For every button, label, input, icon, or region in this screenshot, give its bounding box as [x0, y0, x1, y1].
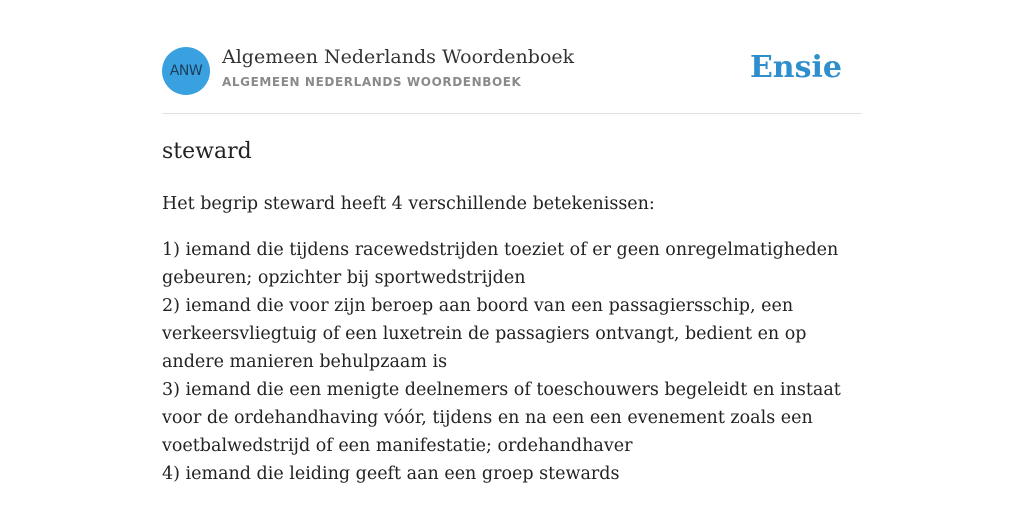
meaning-item: 3) iemand die een menigte deelnemers of toeschouwers begeleidt en instaat voor de ordehandhaving vóór, tijdens en na een een evenement zoals een voetbalwedstrijd of een manifestatie; ordehandhaver [162, 380, 841, 456]
source-subtitle: ALGEMEEN NEDERLANDS WOORDENBOEK [222, 75, 522, 89]
anw-logo[interactable] [162, 47, 210, 95]
meanings-list [162, 236, 874, 488]
entry-term: steward [162, 139, 252, 164]
logo-text: ANW [169, 63, 203, 79]
meaning-item: 4) iemand die leiding geeft aan een groep stewards [162, 464, 620, 484]
entry-content [162, 138, 874, 488]
source-title[interactable]: Algemeen Nederlands Woordenboek [222, 46, 575, 68]
meaning-item: 1) iemand die tijdens racewedstrijden toeziet of er geen onregelmatigheden gebeuren; opzichter bij sportwedstrijden [162, 240, 839, 288]
ensie-brand-logo[interactable]: Ensie [749, 50, 842, 85]
header [162, 40, 862, 114]
meaning-item: 2) iemand die voor zijn beroep aan boord van een passagiersschip, een verkeersvliegtuig of een luxetrein de passagiers ontvangt, bedient en op andere manieren behulpzaam is [162, 296, 807, 372]
entry-intro: Het begrip steward heeft 4 verschillende betekenissen: [162, 194, 655, 214]
